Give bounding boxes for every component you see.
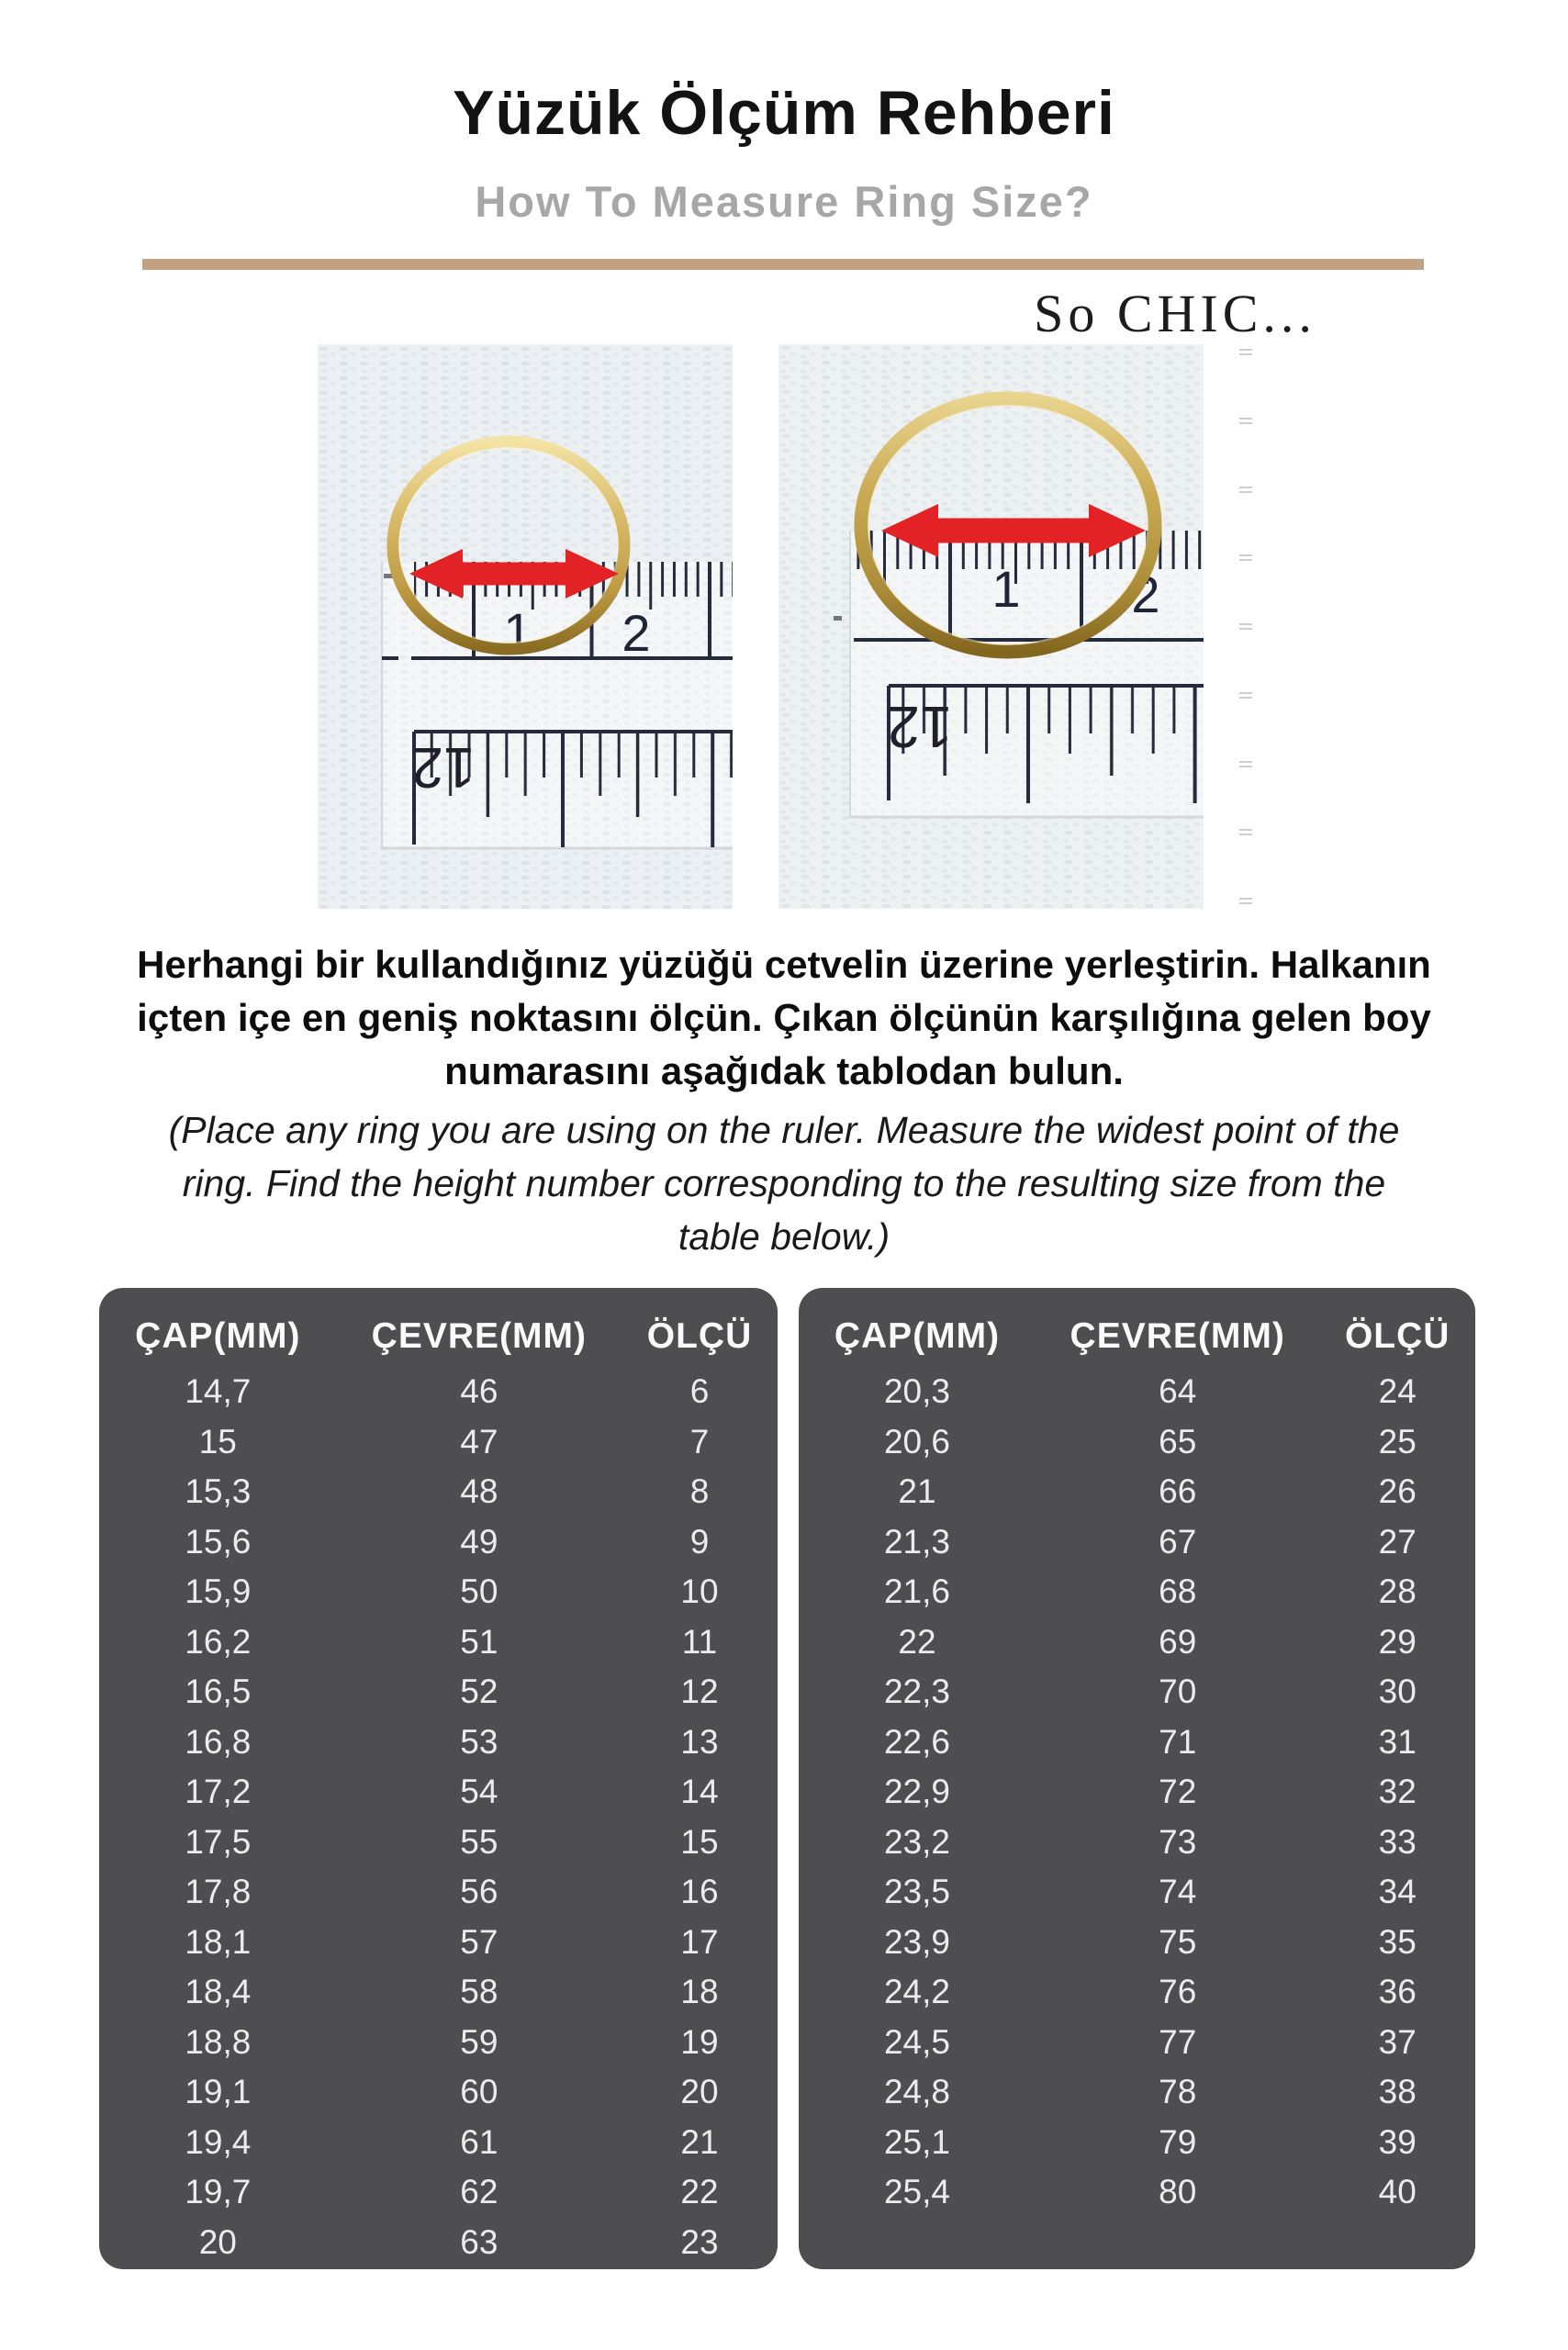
table-body bbox=[799, 1367, 1475, 2218]
table-cell: 21 bbox=[898, 1472, 936, 1511]
table-cell: 61 bbox=[460, 2122, 498, 2161]
table-cell: 36 bbox=[1378, 1973, 1417, 2011]
column-header-circumference: ÇEVRE(MM) bbox=[1070, 1316, 1285, 1356]
table-cell: 48 bbox=[460, 1472, 498, 1511]
table-cell: 17,2 bbox=[185, 1773, 252, 1811]
table-row bbox=[799, 2118, 1475, 2168]
table-row bbox=[99, 1767, 778, 1818]
table-cell: 40 bbox=[1378, 2173, 1417, 2211]
table-row bbox=[99, 1667, 778, 1718]
perforation-mark bbox=[1239, 554, 1252, 562]
table-cell: 62 bbox=[460, 2173, 498, 2211]
table-cell: 7 bbox=[689, 1422, 710, 1460]
table-cell: 22,9 bbox=[883, 1773, 950, 1811]
table-cell: 50 bbox=[460, 1572, 498, 1611]
table-cell: 20,3 bbox=[883, 1372, 950, 1411]
perforation-mark bbox=[1239, 829, 1252, 836]
table-row bbox=[99, 1867, 778, 1918]
table-row bbox=[799, 1367, 1475, 1417]
table-cell: 76 bbox=[1159, 1973, 1197, 2011]
table-cell: 24 bbox=[1378, 1372, 1417, 1411]
table-cell: 19,7 bbox=[185, 2173, 252, 2211]
table-row bbox=[99, 2218, 778, 2268]
table-row bbox=[799, 1718, 1475, 1768]
table-cell: 72 bbox=[1159, 1773, 1197, 1811]
size-table-right bbox=[799, 1288, 1475, 2269]
table-cell: 23 bbox=[680, 2222, 719, 2261]
table-cell: 21,3 bbox=[883, 1522, 950, 1561]
table-cell: 9 bbox=[689, 1522, 710, 1561]
table-cell: 35 bbox=[1378, 1922, 1417, 1961]
table-cell: 24,2 bbox=[883, 1973, 950, 2011]
table-cell: 14,7 bbox=[185, 1372, 252, 1411]
table-cell: 77 bbox=[1159, 2022, 1197, 2061]
ruler-number-1: 1 bbox=[503, 602, 532, 660]
instruction-english bbox=[95, 1103, 1473, 1263]
table-cell: 10 bbox=[680, 1572, 719, 1611]
ring-photo-small bbox=[318, 344, 733, 909]
table-cell: 27 bbox=[1378, 1522, 1417, 1561]
table-row bbox=[799, 1567, 1475, 1617]
perforation-mark bbox=[1239, 487, 1252, 494]
table-cell: 8 bbox=[689, 1472, 710, 1511]
table-cell: 32 bbox=[1378, 1773, 1417, 1811]
table-cell: 69 bbox=[1159, 1622, 1197, 1661]
table-cell: 26 bbox=[1378, 1472, 1417, 1511]
table-cell: 17 bbox=[680, 1922, 719, 1961]
table-cell: 15,3 bbox=[185, 1472, 252, 1511]
brand-logo: So CHIC... bbox=[1034, 284, 1316, 343]
table-cell: 70 bbox=[1159, 1673, 1197, 1711]
table-cell: 13 bbox=[680, 1722, 719, 1761]
table-cell: 49 bbox=[460, 1522, 498, 1561]
instruction-english-line: ring. Find the height number corresponding to the resulting size from the bbox=[182, 1162, 1386, 1204]
table-cell: 46 bbox=[460, 1372, 498, 1411]
instruction-english-line: table below.) bbox=[678, 1215, 890, 1258]
table-row bbox=[799, 1517, 1475, 1568]
table-cell: 25,4 bbox=[883, 2173, 950, 2211]
table-cell: 78 bbox=[1159, 2073, 1197, 2111]
table-cell: 65 bbox=[1159, 1422, 1197, 1460]
size-table-left bbox=[99, 1288, 778, 2269]
ruler-number-2: 2 bbox=[1131, 565, 1160, 623]
table-cell: 19,1 bbox=[185, 2073, 252, 2111]
ruler-number-2: 2 bbox=[622, 604, 651, 662]
page-title: Yüzük Ölçüm Rehberi bbox=[453, 78, 1115, 148]
table-cell: 15 bbox=[198, 1422, 237, 1460]
table-cell: 12 bbox=[680, 1673, 719, 1711]
column-header-circumference: ÇEVRE(MM) bbox=[371, 1316, 587, 1356]
table-cell: 22,6 bbox=[883, 1722, 950, 1761]
table-cell: 21,6 bbox=[883, 1572, 950, 1611]
perforation-mark bbox=[1239, 898, 1252, 905]
table-row bbox=[99, 1918, 778, 1968]
table-cell: 24,5 bbox=[883, 2022, 950, 2061]
table-cell: 71 bbox=[1159, 1722, 1197, 1761]
table-cell: 16 bbox=[680, 1873, 719, 1911]
table-cell: 56 bbox=[460, 1873, 498, 1911]
table-cell: 15,6 bbox=[185, 1522, 252, 1561]
table-cell: 34 bbox=[1378, 1873, 1417, 1911]
table-cell: 24,8 bbox=[883, 2073, 950, 2111]
table-cell: 18 bbox=[680, 1973, 719, 2011]
table-cell: 73 bbox=[1159, 1822, 1197, 1861]
ruler-number-1: 1 bbox=[991, 560, 1021, 618]
ring-photo-large-art bbox=[778, 344, 1204, 909]
perforation-mark bbox=[1239, 761, 1252, 768]
table-cell: 16,5 bbox=[185, 1673, 252, 1711]
table-row bbox=[799, 1467, 1475, 1517]
table-cell: 79 bbox=[1159, 2122, 1197, 2161]
table-cell: 19,4 bbox=[185, 2122, 252, 2161]
table-cell: 67 bbox=[1159, 1522, 1197, 1561]
table-cell: 38 bbox=[1378, 2073, 1417, 2111]
column-header-size: ÖLÇÜ bbox=[1344, 1316, 1450, 1356]
table-row bbox=[99, 1967, 778, 2018]
table-row bbox=[799, 2067, 1475, 2118]
table-header-row bbox=[99, 1306, 778, 1367]
ruler-number-12: 12 bbox=[411, 735, 476, 799]
table-row bbox=[799, 1417, 1475, 1468]
table-cell: 52 bbox=[460, 1673, 498, 1711]
table-cell: 22 bbox=[898, 1622, 936, 1661]
instruction-turkish-line: numarasını aşağıdak tablodan bulun. bbox=[444, 1049, 1124, 1092]
table-cell: 53 bbox=[460, 1722, 498, 1761]
ruler-number-12: 12 bbox=[887, 694, 953, 760]
table-cell: 57 bbox=[460, 1922, 498, 1961]
table-cell: 17,5 bbox=[185, 1822, 252, 1861]
table-cell: 25,1 bbox=[883, 2122, 950, 2161]
perforation-mark bbox=[1239, 623, 1252, 631]
table-cell: 17,8 bbox=[185, 1873, 252, 1911]
table-cell: 60 bbox=[460, 2073, 498, 2111]
column-header-size: ÖLÇÜ bbox=[646, 1316, 753, 1356]
table-row bbox=[799, 1867, 1475, 1918]
instruction-english-line: (Place any ring you are using on the ruler. Measure the widest point of the bbox=[168, 1109, 1400, 1151]
table-row bbox=[99, 1417, 778, 1468]
table-cell: 30 bbox=[1378, 1673, 1417, 1711]
perforation-mark bbox=[1239, 692, 1252, 699]
instruction-turkish-line: içten içe en geniş noktasını ölçün. Çıkan ölçünün karşılığına gelen boy bbox=[137, 996, 1431, 1039]
table-cell: 37 bbox=[1378, 2022, 1417, 2061]
table-cell: 55 bbox=[460, 1822, 498, 1861]
ring-photo-large bbox=[778, 344, 1204, 909]
divider-line bbox=[142, 259, 1424, 270]
table-cell: 22 bbox=[680, 2173, 719, 2211]
table-row bbox=[99, 2167, 778, 2218]
table-cell: 20 bbox=[680, 2073, 719, 2111]
table-cell: 14 bbox=[680, 1773, 719, 1811]
table-row bbox=[799, 2018, 1475, 2068]
table-cell: 39 bbox=[1378, 2122, 1417, 2161]
table-row bbox=[799, 1767, 1475, 1818]
table-row bbox=[99, 1617, 778, 1668]
table-row bbox=[99, 2118, 778, 2168]
table-row bbox=[799, 1667, 1475, 1718]
table-row bbox=[799, 1617, 1475, 1668]
perforation-mark bbox=[1239, 418, 1252, 425]
table-cell: 22,3 bbox=[883, 1673, 950, 1711]
table-cell: 33 bbox=[1378, 1822, 1417, 1861]
table-cell: 15 bbox=[680, 1822, 719, 1861]
instruction-turkish bbox=[68, 938, 1500, 1098]
table-row bbox=[99, 1718, 778, 1768]
table-cell: 16,2 bbox=[185, 1622, 252, 1661]
table-cell: 21 bbox=[680, 2122, 719, 2161]
instruction-turkish-line: Herhangi bir kullandığınız yüzüğü cetvelin üzerine yerleştirin. Halkanın bbox=[137, 943, 1431, 986]
table-row bbox=[799, 1967, 1475, 2018]
page-subtitle: How To Measure Ring Size? bbox=[475, 177, 1093, 226]
column-header-diameter: ÇAP(MM) bbox=[834, 1316, 1001, 1356]
table-row bbox=[99, 1467, 778, 1517]
table-cell: 80 bbox=[1159, 2173, 1197, 2211]
table-cell: 63 bbox=[460, 2222, 498, 2261]
table-cell: 6 bbox=[689, 1372, 710, 1411]
perforation-mark bbox=[1239, 349, 1252, 356]
column-header-diameter: ÇAP(MM) bbox=[135, 1316, 301, 1356]
table-row bbox=[99, 1517, 778, 1568]
table-row bbox=[99, 2018, 778, 2068]
table-cell: 23,5 bbox=[883, 1873, 950, 1911]
table-row bbox=[99, 1818, 778, 1868]
table-cell: 20 bbox=[198, 2222, 237, 2261]
table-row bbox=[99, 1567, 778, 1617]
table-cell: 59 bbox=[460, 2022, 498, 2061]
table-cell: 64 bbox=[1159, 1372, 1197, 1411]
table-cell: 47 bbox=[460, 1422, 498, 1460]
table-row bbox=[799, 1818, 1475, 1868]
table-cell: 68 bbox=[1159, 1572, 1197, 1611]
table-row bbox=[99, 1367, 778, 1417]
table-cell: 18,4 bbox=[185, 1973, 252, 2011]
table-cell: 16,8 bbox=[185, 1722, 252, 1761]
table-row bbox=[799, 1918, 1475, 1968]
table-cell: 54 bbox=[460, 1773, 498, 1811]
table-cell: 18,8 bbox=[185, 2022, 252, 2061]
ring-photo-small-art bbox=[318, 344, 733, 909]
table-cell: 66 bbox=[1159, 1472, 1197, 1511]
table-cell: 74 bbox=[1159, 1873, 1197, 1911]
table-cell: 29 bbox=[1378, 1622, 1417, 1661]
table-cell: 19 bbox=[680, 2022, 719, 2061]
table-cell: 23,9 bbox=[883, 1922, 950, 1961]
table-cell: 75 bbox=[1159, 1922, 1197, 1961]
table-cell: 31 bbox=[1378, 1722, 1417, 1761]
table-cell: 25 bbox=[1378, 1422, 1417, 1460]
table-cell: 51 bbox=[460, 1622, 498, 1661]
table-cell: 18,1 bbox=[185, 1922, 252, 1961]
table-body bbox=[99, 1367, 778, 2267]
table-cell: 11 bbox=[681, 1622, 718, 1661]
table-header-row bbox=[799, 1306, 1475, 1367]
table-cell: 20,6 bbox=[883, 1422, 950, 1460]
table-row bbox=[799, 2167, 1475, 2218]
table-cell: 58 bbox=[460, 1973, 498, 2011]
table-row bbox=[99, 2067, 778, 2118]
table-cell: 15,9 bbox=[185, 1572, 252, 1611]
table-cell: 28 bbox=[1378, 1572, 1417, 1611]
table-cell: 23,2 bbox=[883, 1822, 950, 1861]
